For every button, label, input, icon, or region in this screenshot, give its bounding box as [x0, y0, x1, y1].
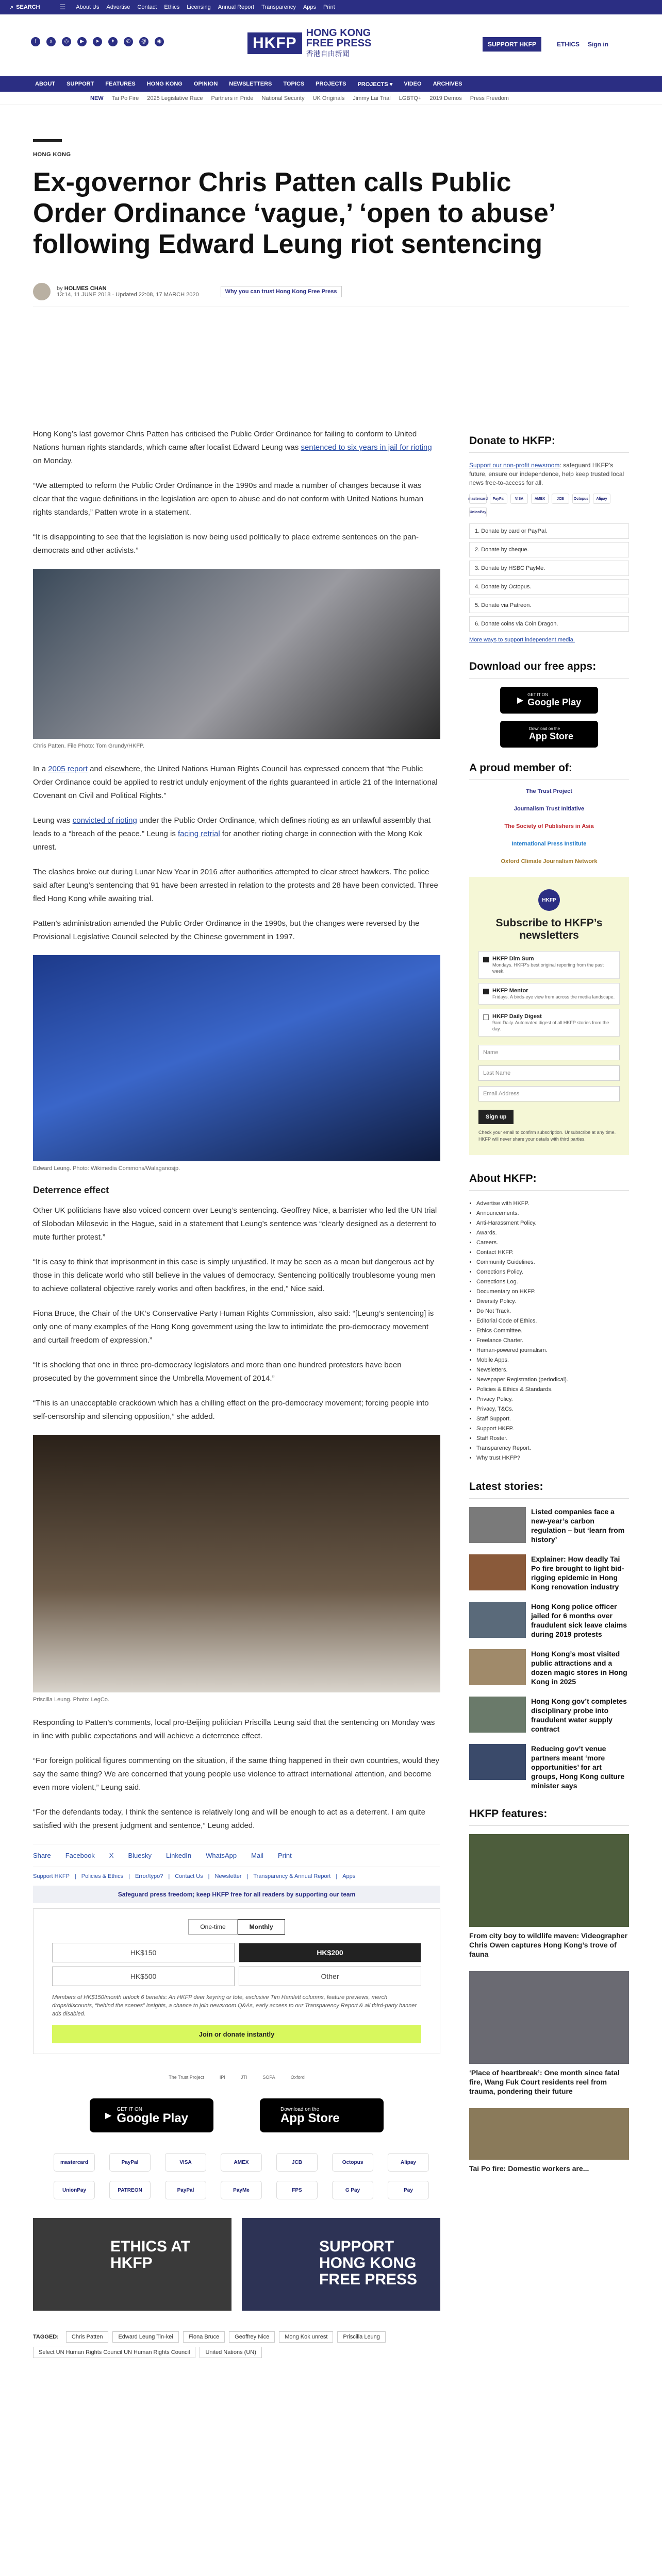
- nav-item[interactable]: TOPICS: [283, 81, 305, 87]
- ethics-link[interactable]: ETHICS: [557, 41, 580, 48]
- paragraph: The clashes broke out during Lunar New Year in 2016 after authorities attempted to clear street hawkers. The police said after Leung’s sentencing that 91 have been arrested in relation to the protests and 28 have been convicted. Three fled Hong Kong while awaiting trial.: [33, 868, 438, 903]
- feature-image[interactable]: [469, 2108, 629, 2160]
- payment-icon: Octopus: [332, 2153, 373, 2172]
- about-link[interactable]: • Corrections Policy.: [476, 1267, 629, 1277]
- top-link[interactable]: Annual Report: [218, 4, 255, 10]
- member-logo[interactable]: The Trust Project: [526, 788, 572, 794]
- paragraph: “This is an unacceptable crackdown which has a chilling effect on the pro-democracy movement; forcing people into self-censorship and silencing opposition,” she added.: [33, 1399, 429, 1421]
- tag[interactable]: Edward Leung Tin-kei: [112, 2331, 178, 2343]
- donate-title: Donate to HKFP:: [469, 428, 629, 453]
- latest-story[interactable]: Hong Kong gov’t completes disciplinary probe into fraudulent water supply contract: [469, 1697, 629, 1734]
- latest-title: Latest stories:: [469, 1473, 629, 1499]
- policy-link[interactable]: Transparency & Annual Report: [253, 1873, 331, 1879]
- tag[interactable]: Select UN Human Rights Council UN Human Rights Council: [33, 2347, 195, 2358]
- share-whatsapp[interactable]: WhatsApp: [206, 1852, 237, 1859]
- trending-link[interactable]: 2019 Demos: [429, 95, 462, 101]
- partner-logos: [33, 2075, 440, 2080]
- one-time-toggle[interactable]: One-time: [188, 1919, 237, 1935]
- payment-icon: UnionPay: [54, 2181, 95, 2199]
- paragraph: “It is shocking that one in three pro-democracy legislators and more than one hundred protesters have been prosecuted by the government since the Umbrella Movement of 2014.”: [33, 1361, 402, 1383]
- trending-link[interactable]: Press Freedom: [470, 95, 509, 101]
- donate-option[interactable]: 6. Donate coins via Coin Dragon.: [469, 616, 629, 632]
- payment-icon: G Pay: [332, 2181, 373, 2199]
- payment-icon: Pay: [388, 2181, 429, 2199]
- checkbox-checked: [483, 957, 489, 962]
- patten-photo: [33, 569, 440, 739]
- checkbox-checked: [483, 989, 489, 994]
- tag[interactable]: Chris Patten: [66, 2331, 109, 2343]
- nav-item[interactable]: PROJECTS ▾: [357, 81, 393, 88]
- policy-link[interactable]: Error/typo?: [135, 1873, 163, 1879]
- tag[interactable]: Geoffrey Nice: [229, 2331, 275, 2343]
- bluesky-icon[interactable]: ✦: [108, 37, 118, 46]
- nav-item[interactable]: NEWSLETTERS: [229, 81, 272, 87]
- instagram-icon[interactable]: ◎: [62, 37, 71, 46]
- top-link[interactable]: Print: [323, 4, 335, 10]
- tag[interactable]: Mong Kok unrest: [279, 2331, 333, 2343]
- trending-link[interactable]: Jimmy Lai Trial: [353, 95, 391, 101]
- policy-link[interactable]: Apps: [342, 1873, 356, 1879]
- about-link[interactable]: • Privacy Policy.: [476, 1395, 629, 1404]
- member-logo[interactable]: The Society of Publishers in Asia: [504, 823, 594, 829]
- amount-option[interactable]: HK$150: [52, 1943, 235, 1962]
- support-hkfp-button[interactable]: SUPPORT HKFP: [483, 37, 541, 52]
- last-name-input[interactable]: Last Name: [478, 1065, 620, 1081]
- article-header: [33, 139, 629, 307]
- about-link[interactable]: • Advertise with HKFP.: [476, 1199, 629, 1209]
- google-play-badge[interactable]: ▶ GET IT ON Google Play: [500, 687, 598, 714]
- nav-item[interactable]: VIDEO: [404, 81, 422, 87]
- top-link[interactable]: Advertise: [106, 4, 130, 10]
- inline-link[interactable]: facing retrial: [178, 829, 220, 838]
- social-icons: [31, 37, 164, 46]
- about-list: [469, 1199, 629, 1463]
- about-link[interactable]: • Newsletters.: [476, 1365, 629, 1375]
- author-name[interactable]: HOLMES CHAN: [64, 285, 107, 292]
- trending-link[interactable]: Tai Po Fire: [111, 95, 139, 101]
- nav-item[interactable]: ABOUT: [35, 81, 56, 87]
- promo-cards: [33, 2218, 440, 2311]
- latest-story[interactable]: Reducing gov’t venue partners meant ‘more opportunities’ for art groups, Hong Kong culture minister says: [469, 1744, 629, 1790]
- nav-item[interactable]: PROJECTS: [316, 81, 346, 87]
- google-play-badge[interactable]: ▶ GET IT ON Google Play: [90, 2098, 213, 2132]
- share-facebook[interactable]: Facebook: [65, 1852, 95, 1859]
- join-button[interactable]: Join or donate instantly: [52, 2025, 421, 2043]
- amount-option[interactable]: Other: [239, 1967, 421, 1986]
- paragraph: “For the defendants today, I think the sentence is relatively long and will be enough to act as a deterrent. I am quite satisfied with the present judgment and sentence,” Leung added.: [33, 1808, 426, 1830]
- paragraph: “It is easy to think that imprisonment in this case is simply unjustified. It may be seen as a mean but dangerous act by those in this delicate world who still believe in the values of democracy. Sentencing politically troublesome young men to achieve collateral objective rarely works and often backfires, in the end,” Nice said.: [33, 1258, 436, 1293]
- threads-icon[interactable]: @: [139, 37, 148, 46]
- tag[interactable]: Fiona Bruce: [183, 2331, 225, 2343]
- top-link[interactable]: Contact: [137, 4, 157, 10]
- x-icon[interactable]: x: [46, 37, 56, 46]
- paragraph: “We attempted to reform the Public Order Ordinance in the 1990s and made a number of changes because it was clear that the vague definitions in the legislation are open to abuse and do not conform with United Nations human rights standards,” Patten wrote in a statement.: [33, 481, 424, 517]
- payment-icon: VISA: [165, 2153, 206, 2172]
- inline-link[interactable]: convicted of rioting: [72, 816, 137, 825]
- about-link[interactable]: • Why trust HKFP?: [476, 1453, 629, 1463]
- feature-image[interactable]: [469, 1834, 629, 1927]
- about-link[interactable]: • Newspaper Registration (periodical).: [476, 1375, 629, 1385]
- member-logo[interactable]: International Press Institute: [511, 841, 587, 847]
- photo-caption: Priscilla Leung. Photo: LegCo.: [33, 1697, 109, 1703]
- leung-photo: [33, 955, 440, 1161]
- top-links: [76, 4, 335, 10]
- about-link[interactable]: • Policies & Ethics & Standards.: [476, 1385, 629, 1395]
- donate-option[interactable]: 2. Donate by cheque.: [469, 542, 629, 557]
- trending-link[interactable]: UK Originals: [312, 95, 345, 101]
- story-thumbnail: [469, 1507, 526, 1543]
- nav-item[interactable]: FEATURES: [105, 81, 136, 87]
- donate-option[interactable]: 4. Donate by Octopus.: [469, 579, 629, 595]
- payment-icon: PayPal: [109, 2153, 151, 2172]
- apps-title: Download our free apps:: [469, 653, 629, 679]
- feature-title[interactable]: ‘Place of heartbreak’: One month since fatal fire, Wang Fuk Court residents reel from trauma, pondering their future: [469, 2069, 620, 2095]
- amount-option-selected[interactable]: HK$200: [239, 1943, 421, 1962]
- signin-link[interactable]: Sign in: [588, 41, 609, 48]
- headline: Ex-governor Chris Patten calls Public Order Ordinance ‘vague,’ ‘open to abuse’ following Edward Leung riot sentencing: [33, 167, 555, 259]
- about-link[interactable]: • Corrections Log.: [476, 1277, 629, 1287]
- dates: 13:14, 11 JUNE 2018 · Updated 22:08, 17 MARCH 2020: [57, 291, 199, 298]
- policy-links: Support HKFP | Policies & Ethics | Error/typo? | Contact Us | Newsletter | Transparency & Annual Report | Apps: [33, 1873, 356, 1879]
- nav-item[interactable]: SUPPORT: [67, 81, 94, 87]
- top-link[interactable]: Apps: [303, 4, 317, 10]
- google-play-icon: ▶: [105, 2111, 112, 2120]
- trending-link[interactable]: Partners in Pride: [211, 95, 254, 101]
- signup-button[interactable]: Sign up: [478, 1110, 514, 1124]
- newsletter-option[interactable]: HKFP Dim Sum Mondays. HKFP's best original reporting from the past week.: [478, 951, 620, 979]
- donate-text: Support our non-profit newsroom: safeguard HKFP’s future, ensure our independence, help keep trusted local news free-to-access for all.: [469, 462, 624, 486]
- telegram-icon[interactable]: ➤: [93, 37, 102, 46]
- feature-title[interactable]: From city boy to wildlife maven: Videographer Chris Owen captures Hong Kong’s trove of fauna: [469, 1931, 628, 1958]
- inline-link[interactable]: sentenced to six years in jail for rioting: [301, 443, 432, 452]
- app-badges: [33, 2098, 440, 2132]
- nav-item[interactable]: ARCHIVES: [433, 81, 462, 87]
- donate-option[interactable]: 5. Donate via Patreon.: [469, 598, 629, 613]
- share-bluesky[interactable]: Bluesky: [128, 1852, 152, 1859]
- support-promo[interactable]: SUPPORT HONG KONG FREE PRESS: [242, 2218, 440, 2311]
- about-link[interactable]: • Documentary on HKFP.: [476, 1287, 629, 1297]
- feature-image[interactable]: [469, 1971, 629, 2064]
- trending-link[interactable]: LGBTQ+: [399, 95, 422, 101]
- share-mail[interactable]: Mail: [251, 1852, 263, 1859]
- share-linkedin[interactable]: LinkedIn: [166, 1852, 192, 1859]
- donate-widget: [33, 1908, 440, 2054]
- paragraph: Other UK politicians have also voiced concern over Leung’s sentencing. Geoffrey Nice, a barrister who led the UN trial of Slobodan Milosevic in the Hague, said in a statement that Leung’s sentence was “clearly designed as a deterrent to mute further protest.”: [33, 1206, 437, 1242]
- payment-icons: [54, 2153, 440, 2199]
- policy-link[interactable]: Policies & Ethics: [81, 1873, 124, 1879]
- category-bar: [33, 139, 62, 142]
- nav-item[interactable]: HONG KONG: [146, 81, 183, 87]
- policy-link[interactable]: Support HKFP: [33, 1873, 70, 1879]
- tag-list: TAGGED: Chris Patten Edward Leung Tin-kei Fiona Bruce Geoffrey Nice Mong Kok unrest Priscilla Leung Select UN Human Rights Council UN Human Rights Council United Nations (UN): [33, 2331, 440, 2358]
- top-link[interactable]: Ethics: [164, 4, 180, 10]
- feature-title[interactable]: Tai Po fire: Domestic workers are...: [469, 2164, 589, 2173]
- member-logo[interactable]: Journalism Trust Initiative: [514, 806, 585, 812]
- latest-story[interactable]: Hong Kong police officer jailed for 6 months over fraudulent sick leave claims during 2019 protests: [469, 1602, 629, 1639]
- sidebar: [469, 428, 629, 2185]
- tag[interactable]: United Nations (UN): [200, 2347, 261, 2358]
- rss-icon[interactable]: ◉: [155, 37, 164, 46]
- paragraph: Leung was convicted of rioting under the Public Order Ordinance, which defines rioting as an unlawful assembly that leads to a “breach of the peace.” Leung is facing retrial for another rioting charge in connection with the Mong Kok unrest.: [33, 816, 431, 852]
- about-link[interactable]: • Human-powered journalism.: [476, 1346, 629, 1355]
- partner-logo[interactable]: The Trust Project: [169, 2075, 204, 2080]
- paragraph: “It is disappointing to see that the legislation is now being used politically to place extreme sentences on the pan-democrats and other activists.”: [33, 533, 419, 555]
- checkbox-unchecked: [483, 1014, 489, 1020]
- member-title: A proud member of:: [469, 755, 629, 780]
- name-input[interactable]: Name: [478, 1045, 620, 1060]
- about-link[interactable]: • Diversity Policy.: [476, 1297, 629, 1307]
- share-print[interactable]: Print: [277, 1852, 292, 1859]
- top-link[interactable]: Transparency: [261, 4, 296, 10]
- top-utility-bar: [0, 0, 662, 14]
- payment-icon: PayPal: [165, 2181, 206, 2199]
- author-avatar: [33, 283, 51, 300]
- monthly-toggle[interactable]: Monthly: [238, 1919, 285, 1935]
- about-link[interactable]: • Ethics Committee.: [476, 1326, 629, 1336]
- story-thumbnail: [469, 1602, 526, 1638]
- about-link[interactable]: • Careers.: [476, 1238, 629, 1248]
- app-store-badge[interactable]: Download on the App Store: [500, 721, 598, 748]
- story-thumbnail: [469, 1744, 526, 1780]
- mini-payment-icons: mastercard PayPal VISA AMEX JCB Octopus Alipay UnionPay: [469, 494, 629, 517]
- about-link[interactable]: • Awards.: [476, 1228, 629, 1238]
- payment-icon: PATREON: [109, 2181, 151, 2199]
- about-link[interactable]: • Contact HKFP.: [476, 1248, 629, 1258]
- top-link[interactable]: About Us: [76, 4, 100, 10]
- site-logo[interactable]: HKFP HONG KONG FREE PRESS 香港自由新聞: [247, 28, 371, 59]
- about-link[interactable]: • Anti-Harassment Policy.: [476, 1218, 629, 1228]
- paragraph: Hong Kong’s last governor Chris Patten has criticised the Public Order Ordinance for failing to conform to United Nations human rights standards, which came after localist Edward Leung was sentenced to six years in jail for rioting on Monday.: [33, 430, 432, 465]
- search-button[interactable]: ⌕ SEARCH: [10, 4, 40, 10]
- article-body: [33, 428, 440, 2358]
- ethics-promo[interactable]: ETHICS AT HKFP: [33, 2218, 231, 2311]
- about-link[interactable]: • Editorial Code of Ethics.: [476, 1316, 629, 1326]
- policy-link[interactable]: Contact Us: [175, 1873, 203, 1879]
- newsletter-option[interactable]: HKFP Mentor Fridays. A birds-eye view from across the media landscape.: [478, 983, 620, 1005]
- category-label[interactable]: HONG KONG: [33, 151, 71, 158]
- share-bar: [33, 1844, 440, 1867]
- subheading: Deterrence effect: [33, 1185, 109, 1195]
- more-ways-link[interactable]: More ways to support independent media.: [469, 637, 575, 643]
- about-link[interactable]: • Transparency Report.: [476, 1444, 629, 1453]
- about-link[interactable]: • Freelance Charter.: [476, 1336, 629, 1346]
- latest-story[interactable]: Hong Kong’s most visited public attractions and a dozen magic stores in Hong Kong in 2025: [469, 1649, 629, 1686]
- photo-caption: Edward Leung. Photo: Wikimedia Commons/Walaganosjp.: [33, 1165, 180, 1172]
- priscilla-leung-photo: [33, 1435, 440, 1692]
- partner-logo[interactable]: Oxford: [290, 2075, 305, 2080]
- tag[interactable]: Priscilla Leung: [337, 2331, 386, 2343]
- about-link[interactable]: • Do Not Track.: [476, 1307, 629, 1316]
- newsletter-option[interactable]: HKFP Daily Digest 9am Daily. Automated digest of all HKFP stories from the day.: [478, 1009, 620, 1037]
- share-x[interactable]: X: [109, 1852, 114, 1859]
- share-label: Share: [33, 1852, 51, 1859]
- payment-icon: mastercard: [54, 2153, 95, 2172]
- about-link[interactable]: • Staff Support.: [476, 1414, 629, 1424]
- partner-logo[interactable]: IPI: [219, 2075, 225, 2080]
- about-link[interactable]: • Community Guidelines.: [476, 1258, 629, 1267]
- email-input[interactable]: Email Address: [478, 1086, 620, 1101]
- member-logo[interactable]: Oxford Climate Journalism Network: [501, 858, 598, 865]
- newsletter-title: Subscribe to HKFP’s newsletters: [495, 917, 603, 941]
- features-title: HKFP features:: [469, 1801, 629, 1826]
- top-link[interactable]: Licensing: [187, 4, 211, 10]
- trust-note-link[interactable]: Why you can trust Hong Kong Free Press: [221, 286, 342, 297]
- story-thumbnail: [469, 1554, 526, 1590]
- byline: by HOLMES CHAN 13:14, 11 JUNE 2018 · Updated 22:08, 17 MARCH 2020 Why you can trust Hong Kong Free Press: [33, 276, 629, 307]
- about-link[interactable]: • Announcements.: [476, 1209, 629, 1218]
- trending-link[interactable]: 2025 Legislative Race: [147, 95, 203, 101]
- donate-option[interactable]: 3. Donate by HSBC PayMe.: [469, 561, 629, 576]
- partner-logo[interactable]: SOPA: [262, 2075, 275, 2080]
- inline-link[interactable]: 2005 report: [48, 765, 88, 773]
- hamburger-menu-icon[interactable]: ☰: [59, 3, 66, 11]
- paragraph: Patten’s administration amended the Public Order Ordinance in the 1990s, but the changes were reversed by the Provisional Legislative Council selected by the Chinese government in 1997.: [33, 919, 420, 941]
- main-nav: [0, 76, 662, 92]
- payment-icon: AMEX: [221, 2153, 262, 2172]
- photo-caption: Chris Patten. File Photo: Tom Grundy/HKFP.: [33, 743, 145, 749]
- donate-option[interactable]: 1. Donate by card or PayPal.: [469, 523, 629, 539]
- about-link[interactable]: • Mobile Apps.: [476, 1355, 629, 1365]
- payment-icon: PayMe: [221, 2181, 262, 2199]
- paragraph: Fiona Bruce, the Chair of the UK’s Conservative Party Human Rights Commission, also said: “[Leung’s sentencing] is only one of many examples of the Hong Kong government using the law to intimidate the pro-democracy movement and curtail freedom of expression.”: [33, 1309, 434, 1345]
- safeguard-banner: Safeguard press freedom; keep HKFP free for all readers by supporting our team: [33, 1886, 440, 1903]
- masthead: [0, 14, 662, 76]
- latest-story[interactable]: Listed companies face a new-year’s carbon regulation – but ‘learn from history’: [469, 1507, 629, 1544]
- paragraph: Responding to Patten’s comments, local pro-Beijing politician Priscilla Leung said that the sentencing on Monday was in line with public expectations and will achieve a deterrence effect.: [33, 1718, 435, 1740]
- whatsapp-icon[interactable]: ✆: [124, 37, 133, 46]
- payment-icon: Alipay: [388, 2153, 429, 2172]
- partner-logo[interactable]: JTI: [240, 2075, 247, 2080]
- member-benefits: Members of HK$150/month unlock 6 benefits: An HKFP deer keyring or tote, exclusive Tim Hamlett columns, feature previews, merch drops/discounts, “behind the scenes” insights, a chance to join newsroom Q&As, early access to our Transparency Report & all third-party banner ads disabled.: [52, 1994, 417, 2017]
- app-store-badge[interactable]: Download on the App Store: [260, 2098, 384, 2132]
- google-play-icon: ▶: [517, 696, 524, 705]
- trending-bar: NEW Tai Po Fire 2025 Legislative Race Partners in Pride National Security UK Originals Jimmy Lai Trial LGBTQ+ 2019 Demos Press Freedom: [0, 92, 662, 105]
- payment-icon: JCB: [276, 2153, 318, 2172]
- story-thumbnail: [469, 1697, 526, 1733]
- paragraph: “For foreign political figures commenting on the situation, if the same thing happened in their own countries, would they say the same thing? We are concerned that young people use violence to attract international attention, and become even more violent,” Leung said.: [33, 1756, 439, 1792]
- payment-icon: FPS: [276, 2181, 318, 2199]
- amount-option[interactable]: HK$500: [52, 1967, 235, 1986]
- latest-story[interactable]: Explainer: How deadly Tai Po fire brought to light bid-rigging epidemic in Hong Kong renovation industry: [469, 1554, 629, 1591]
- about-link[interactable]: • Staff Roster.: [476, 1434, 629, 1444]
- search-icon: ⌕: [10, 4, 14, 10]
- trending-link[interactable]: National Security: [261, 95, 305, 101]
- newsletter-signup: [469, 877, 629, 1155]
- nav-item[interactable]: OPINION: [193, 81, 218, 87]
- about-title: About HKFP:: [469, 1165, 629, 1191]
- policy-link[interactable]: Newsletter: [214, 1873, 242, 1879]
- youtube-icon[interactable]: ▶: [77, 37, 87, 46]
- about-link[interactable]: • Privacy, T&Cs.: [476, 1404, 629, 1414]
- facebook-icon[interactable]: f: [31, 37, 40, 46]
- hkfp-logo: HKFP: [538, 889, 560, 911]
- about-link[interactable]: • Support HKFP.: [476, 1424, 629, 1434]
- member-logos: [469, 788, 629, 865]
- story-thumbnail: [469, 1649, 526, 1685]
- paragraph: In a 2005 report and elsewhere, the United Nations Human Rights Council has expressed concern that “the Public Order Ordinance could be applied to restrict unduly enjoyment of the rights guaranteed in article 21 of the International Covenant on Civil and Political Rights.”: [33, 765, 438, 800]
- newsletter-fineprint: Check your email to confirm subscription. Unsubscribe at any time. HKFP will never share your details with third parties.: [478, 1130, 616, 1142]
